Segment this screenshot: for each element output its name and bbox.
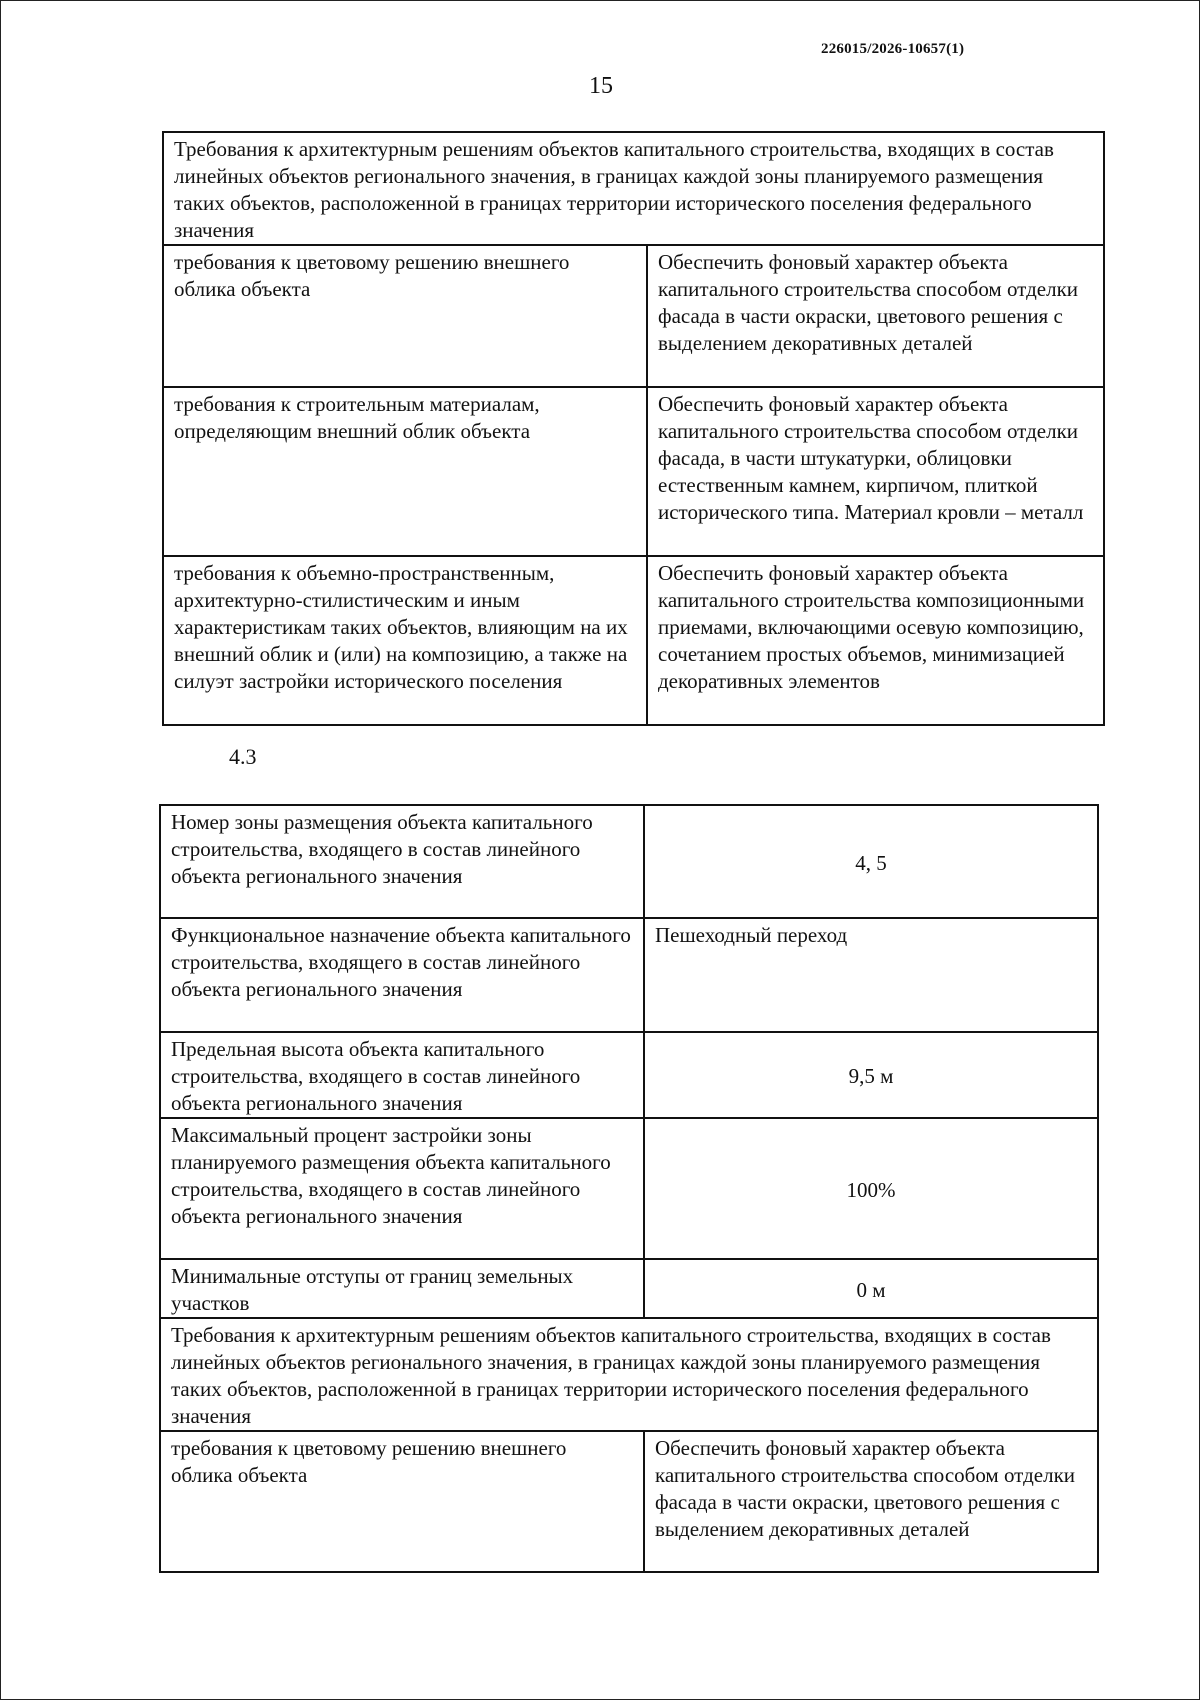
table-row xyxy=(160,1118,1098,1259)
parameter-label: Минимальные отступы от границ земельных участков xyxy=(160,1259,644,1318)
table-row xyxy=(160,1431,1098,1572)
parameter-value: 0 м xyxy=(644,1259,1098,1318)
requirement-value: Обеспечить фоновый характер объекта капитального строительства композиционными приемами, включающими осевую композицию, сочетанием простых объемов, минимизацией декоративных элементов xyxy=(647,556,1104,725)
table-section-title: Требования к архитектурным решениям объектов капитального строительства, входящих в состав линейных объектов регионального значения, в границах каждой зоны планируемого размещения таких объектов, расположенной в границах территории исторического поселения федерального значения xyxy=(160,1318,1098,1431)
requirement-label: требования к цветовому решению внешнего облика объекта xyxy=(163,245,647,387)
table-row xyxy=(160,1032,1098,1118)
page-number: 15 xyxy=(589,73,613,99)
table-row xyxy=(160,805,1098,918)
zone-parameters-table xyxy=(159,804,1099,1573)
document-registration-number: 226015/2026-10657(1) xyxy=(821,41,965,57)
parameter-label: Максимальный процент застройки зоны планируемого размещения объекта капитального строительства, входящего в состав линейного объекта регионального значения xyxy=(160,1118,644,1259)
parameter-value: 9,5 м xyxy=(644,1032,1098,1118)
requirement-value: Обеспечить фоновый характер объекта капитального строительства способом отделки фасада в части окраски, цветового решения с выделением декоративных деталей xyxy=(644,1431,1098,1572)
requirement-label: требования к строительным материалам, определяющим внешний облик объекта xyxy=(163,387,647,556)
requirement-value: Обеспечить фоновый характер объекта капитального строительства способом отделки фасада в части окраски, цветового решения с выделением декоративных деталей xyxy=(647,245,1104,387)
table-row xyxy=(163,387,1104,556)
requirement-value: Обеспечить фоновый характер объекта капитального строительства способом отделки фасада, в части штукатурки, облицовки естественным камнем, кирпичом, плиткой исторического типа. Материал кровли – металл xyxy=(647,387,1104,556)
table-section-title: Требования к архитектурным решениям объектов капитального строительства, входящих в состав линейных объектов регионального значения, в границах каждой зоны планируемого размещения таких объектов, расположенной в границах территории исторического поселения федерального значения xyxy=(163,132,1104,245)
table-row xyxy=(160,918,1098,1032)
table-row xyxy=(163,556,1104,725)
requirement-label: требования к цветовому решению внешнего облика объекта xyxy=(160,1431,644,1572)
parameter-label: Номер зоны размещения объекта капитального строительства, входящего в состав линейного объекта регионального значения xyxy=(160,805,644,918)
table-row xyxy=(160,1259,1098,1318)
parameter-value: Пешеходный переход xyxy=(644,918,1098,1032)
parameter-label: Функциональное назначение объекта капитального строительства, входящего в состав линейного объекта регионального значения xyxy=(160,918,644,1032)
table-row xyxy=(163,245,1104,387)
parameter-value: 100% xyxy=(644,1118,1098,1259)
architecture-requirements-table xyxy=(162,131,1105,726)
table-row xyxy=(160,1318,1098,1431)
requirement-label: требования к объемно-пространственным, архитектурно-стилистическим и иным характеристикам таких объектов, влияющим на их внешний облик и (или) на композицию, а также на силуэт застройки исторического поселения xyxy=(163,556,647,725)
section-number: 4.3 xyxy=(229,744,257,769)
table-row xyxy=(163,132,1104,245)
parameter-value: 4, 5 xyxy=(644,805,1098,918)
parameter-label: Предельная высота объекта капитального строительства, входящего в состав линейного объекта регионального значения xyxy=(160,1032,644,1118)
